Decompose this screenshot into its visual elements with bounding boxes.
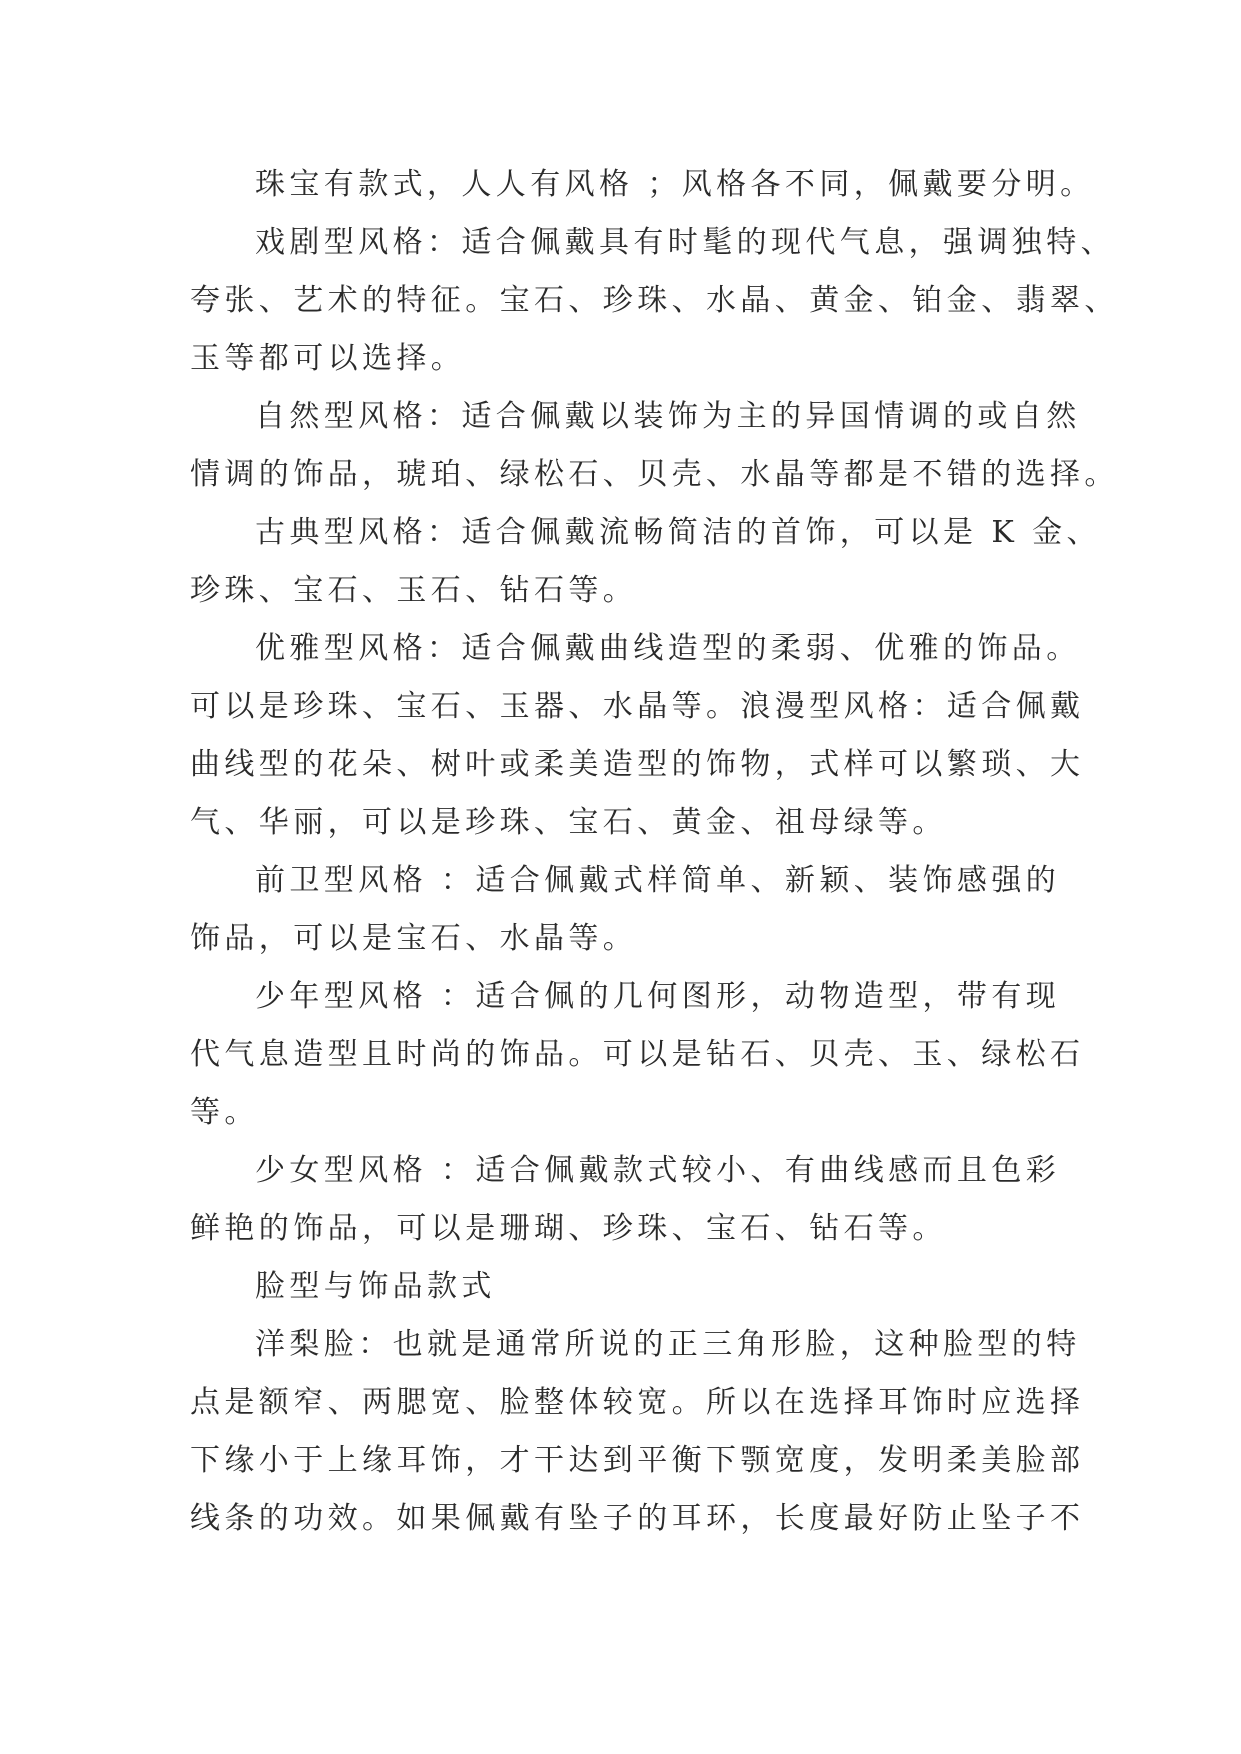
text-line: 洋梨脸：也就是通常所说的正三角形脸，这种脸型的特 [255, 1327, 1081, 1362]
text-line: 曲线型的花朵、树叶或柔美造型的饰物，式样可以繁琐、大 [190, 747, 1085, 782]
text-line: 少年型风格 ：适合佩的几何图形，动物造型，带有现 [255, 979, 1061, 1014]
text-line: 优雅型风格：适合佩戴曲线造型的柔弱、优雅的饰品。 [255, 631, 1081, 666]
text-line: 少女型风格 ：适合佩戴款式较小、有曲线感而且色彩 [255, 1153, 1061, 1188]
section-heading: 脸型与饰品款式 [255, 1269, 496, 1304]
text-line: 自然型风格：适合佩戴以装饰为主的异国情调的或自然 [255, 399, 1081, 434]
text-line: 情调的饰品，琥珀、绿松石、贝壳、水晶等都是不错的选择。 [190, 457, 1119, 492]
text-line: 前卫型风格 ：适合佩戴式样简单、新颖、装饰感强的 [255, 863, 1061, 898]
text-line: 代气息造型且时尚的饰品。可以是钻石、贝壳、玉、绿松石 [190, 1037, 1085, 1072]
text-line: 可以是珍珠、宝石、玉器、水晶等。浪漫型风格：适合佩戴 [190, 689, 1085, 724]
text-line: 夸张、艺术的特征。宝石、珍珠、水晶、黄金、铂金、翡翠、 [190, 283, 1119, 318]
text-line: 古典型风格：适合佩戴流畅简洁的首饰，可以是 K 金、 [255, 515, 1101, 550]
text-line: 气、华丽，可以是珍珠、宝石、黄金、祖母绿等。 [190, 805, 947, 840]
text-line: 下缘小于上缘耳饰，才干达到平衡下颚宽度，发明柔美脸部 [190, 1443, 1085, 1478]
text-line: 等。 [190, 1095, 259, 1130]
text-line: 戏剧型风格：适合佩戴具有时髦的现代气息，强调独特、 [255, 225, 1115, 260]
text-line: 鲜艳的饰品，可以是珊瑚、珍珠、宝石、钻石等。 [190, 1211, 947, 1246]
text-line: 饰品，可以是宝石、水晶等。 [190, 921, 638, 956]
text-line: 珍珠、宝石、玉石、钻石等。 [190, 573, 638, 608]
text-line: 线条的功效。如果佩戴有坠子的耳环，长度最好防止坠子不 [190, 1501, 1085, 1536]
text-line: 玉等都可以选择。 [190, 341, 466, 376]
text-line: 点是额窄、两腮宽、脸整体较宽。所以在选择耳饰时应选择 [190, 1385, 1085, 1420]
text-line: 珠宝有款式，人人有风格 ；风格各不同，佩戴要分明。 [255, 167, 1095, 202]
